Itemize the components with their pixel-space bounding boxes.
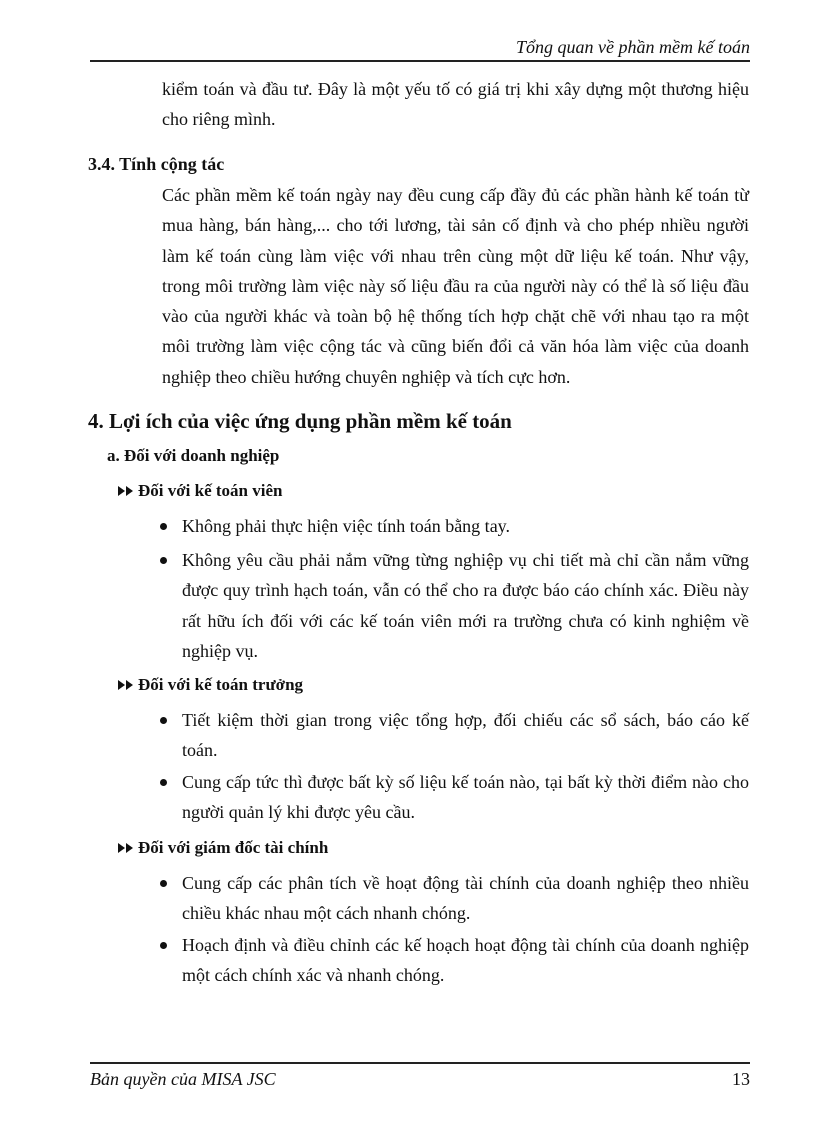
- group-heading-label: Đối với giám đốc tài chính: [138, 838, 329, 857]
- bullet-icon: [160, 717, 167, 724]
- intro-paragraph: kiểm toán và đầu tư. Đây là một yếu tố có giá trị khi xây dựng một thương hiệu cho riêng mình.: [162, 79, 749, 130]
- group-heading-label: Đối với kế toán trưởng: [138, 675, 304, 694]
- bullet-item: Hoạch định và điều chỉnh các kế hoạch hoạt động tài chính của doanh nghiệp một cách chính xác và nhanh chóng.: [182, 935, 749, 986]
- group-heading-chief-accountant: [117, 674, 303, 696]
- subsection-a-heading: a. Đối với doanh nghiệp: [107, 446, 280, 465]
- double-arrow-icon: [117, 485, 135, 497]
- bullet-icon: [160, 779, 167, 786]
- bullet-item: Cung cấp các phân tích về hoạt động tài chính của doanh nghiệp theo nhiều chiều khác nhau một cách nhanh chóng.: [182, 873, 749, 924]
- section-4-heading: 4. Lợi ích của việc ứng dụng phần mềm kế toán: [88, 409, 512, 433]
- group-heading-accountant: [117, 480, 282, 502]
- group-heading-cfo: [117, 837, 328, 859]
- bullet-icon: [160, 880, 167, 887]
- bullet-item: Tiết kiệm thời gian trong việc tổng hợp, đối chiếu các sổ sách, báo cáo kế toán.: [182, 710, 749, 761]
- section-3-4-heading: 3.4. Tính cộng tác: [88, 154, 225, 174]
- page-header: [90, 36, 750, 62]
- page-number: 13: [732, 1069, 750, 1089]
- bullet-item: Không phải thực hiện việc tính toán bằng tay.: [182, 516, 511, 536]
- section-3-4-paragraph: Các phần mềm kế toán ngày nay đều cung cấp đầy đủ các phần hành kế toán từ mua hàng, bán hàng,... cho tới lương, tài sản cố định và cho phép nhiều người làm kế toán cùng làm việc với nhau trên cùng một dữ liệu kế toán. Như vậy, trong môi trường làm việc này số liệu đầu ra của người này có thể là số liệu đầu vào của người khác và toàn bộ hệ thống tích hợp chặt chẽ với nhau tạo ra một môi trường làm việc cộng tác và cũng biến đổi cả văn hóa làm việc của doanh nghiệp theo chiều hướng chuyên nghiệp và tích cực hơn.: [162, 185, 749, 387]
- group-heading-label: Đối với kế toán viên: [138, 481, 283, 500]
- bullet-icon: [160, 523, 167, 530]
- bullet-icon: [160, 942, 167, 949]
- bullet-item: Cung cấp tức thì được bất kỳ số liệu kế toán nào, tại bất kỳ thời điểm nào cho người quản lý khi được yêu cầu.: [182, 772, 749, 823]
- copyright-text: Bản quyền của MISA JSC: [90, 1069, 276, 1089]
- bullet-icon: [160, 557, 167, 564]
- document-title: Tổng quan về phần mềm kế toán: [516, 37, 750, 57]
- double-arrow-icon: [117, 842, 135, 854]
- bullet-item: Không yêu cầu phải nắm vững từng nghiệp vụ chi tiết mà chỉ cần nắm vững được quy trình hạch toán, vẫn có thể cho ra được báo cáo chính xác. Điều này rất hữu ích đối với các kế toán viên mới ra trường chưa có kinh nghiệm về nghiệp vụ.: [182, 550, 749, 661]
- double-arrow-icon: [117, 679, 135, 691]
- page-footer: [90, 1062, 750, 1090]
